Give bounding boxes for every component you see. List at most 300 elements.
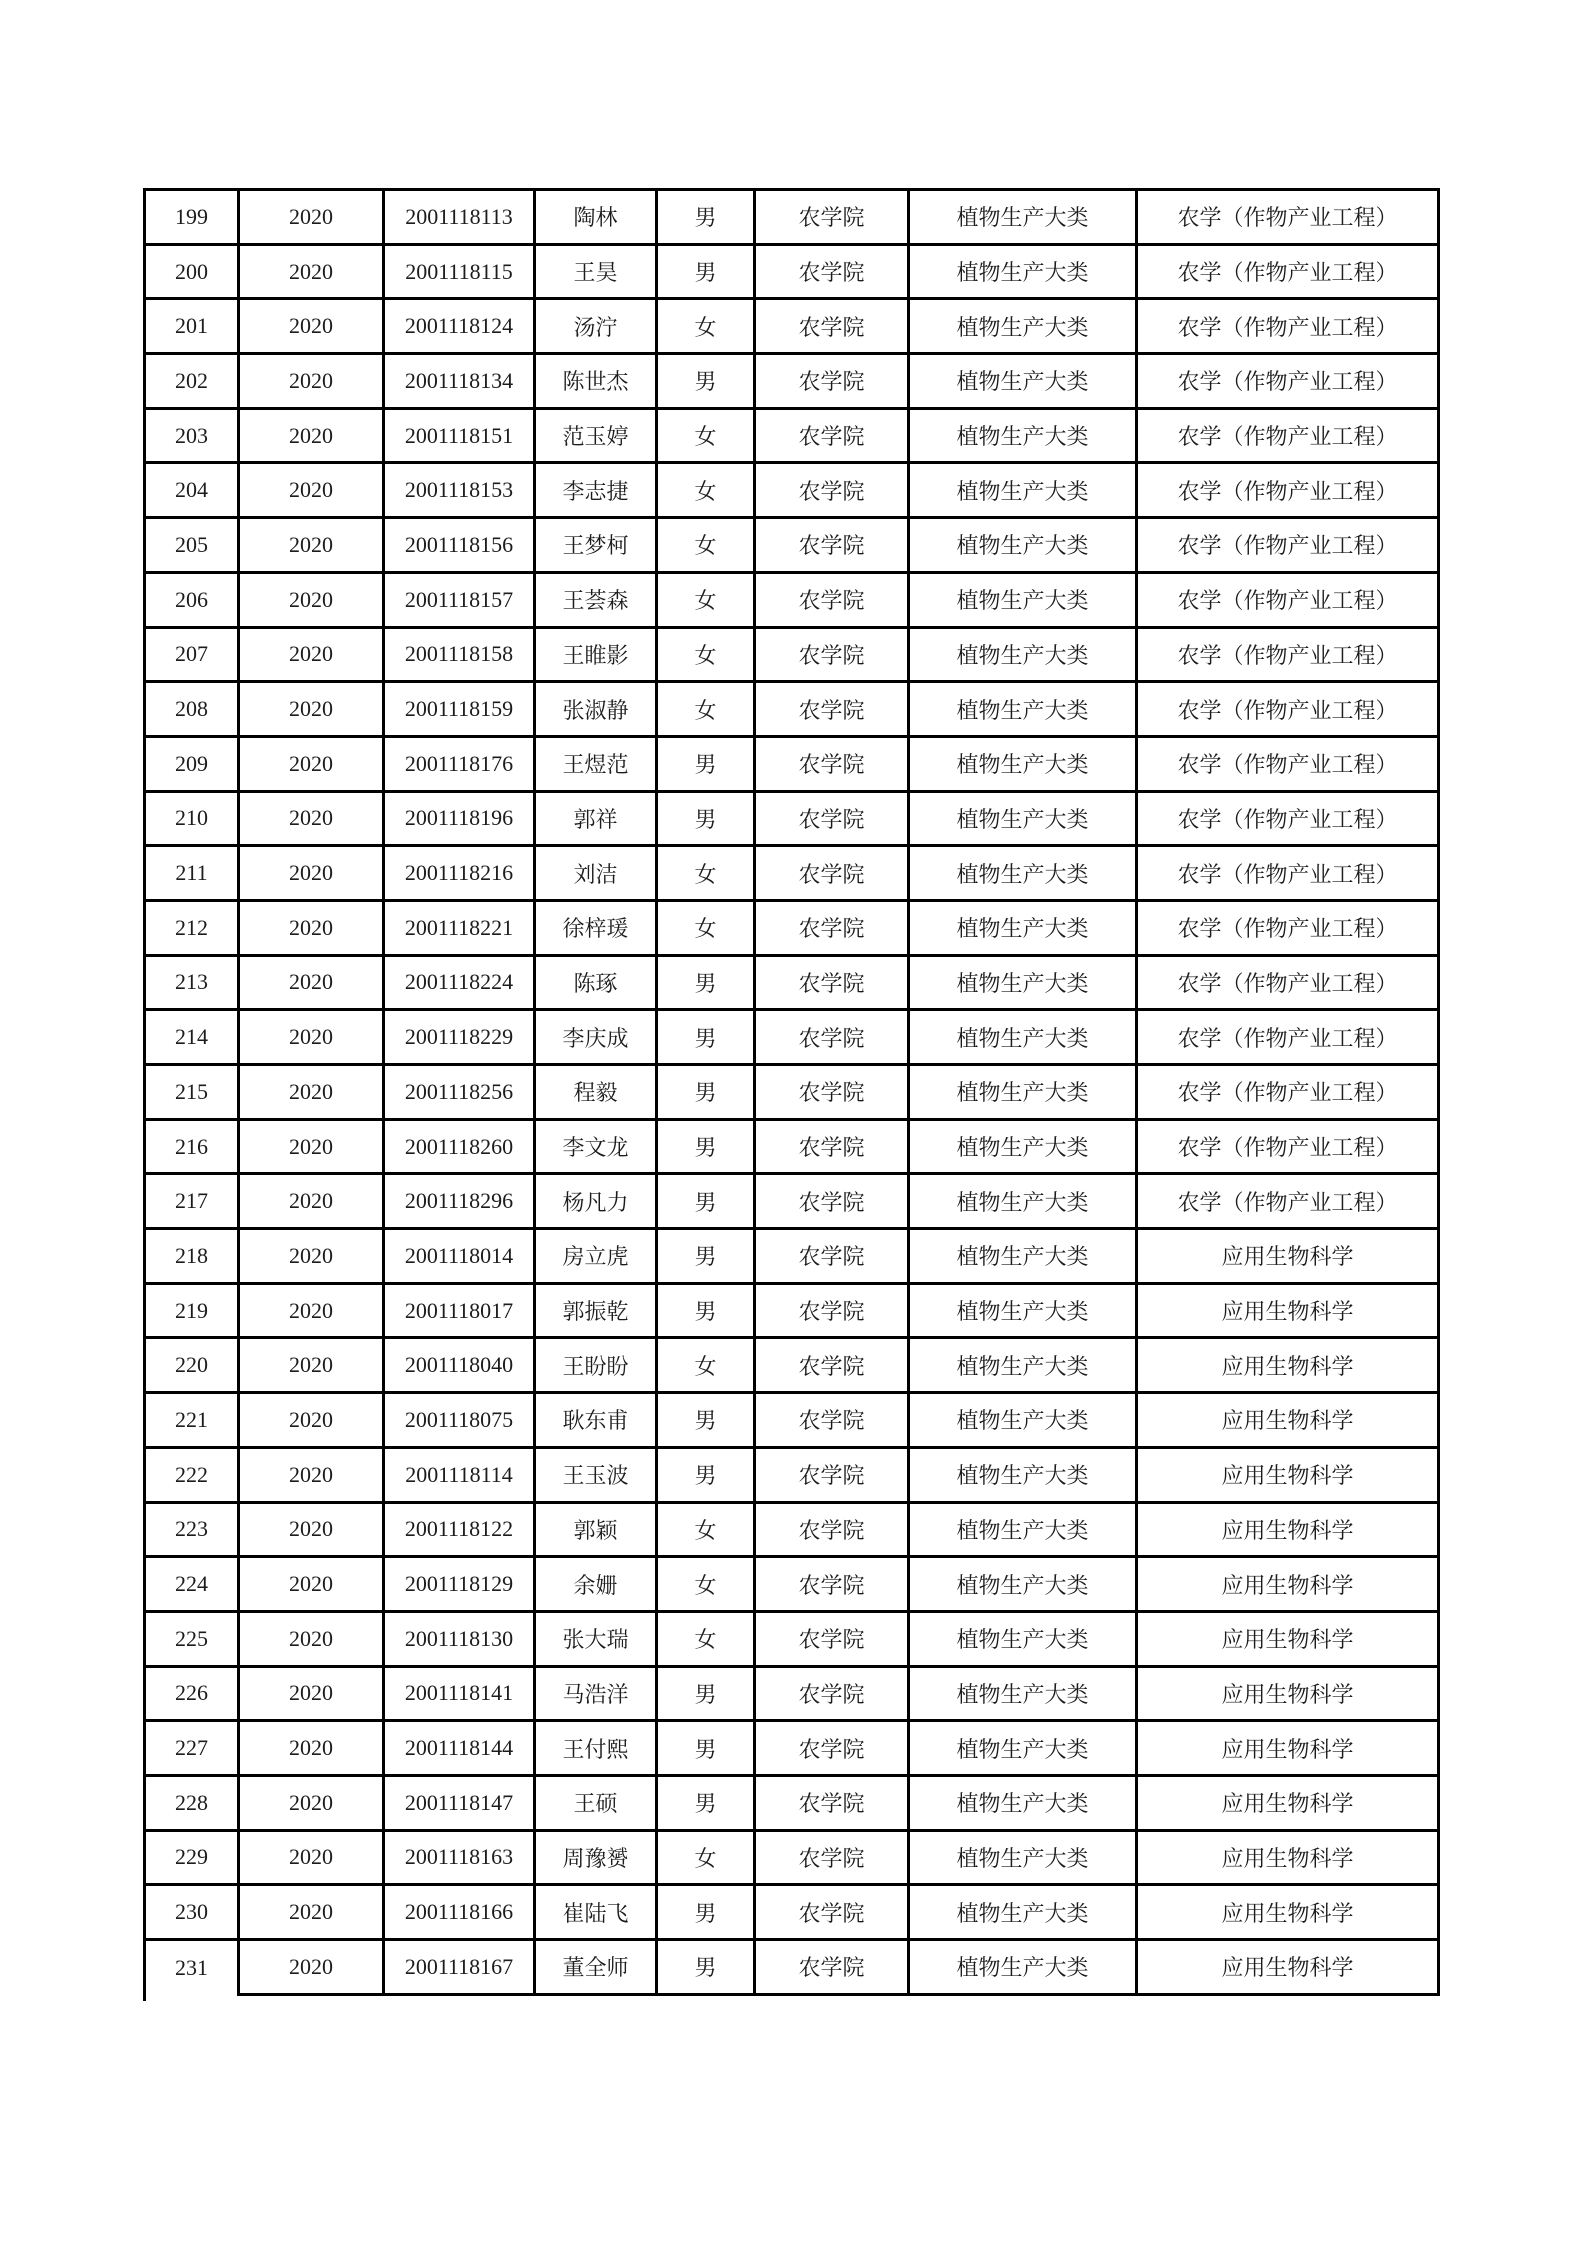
cell-student-id: 2001118122: [384, 1502, 535, 1557]
cell-name: 郭祥: [535, 791, 657, 846]
cell-student-id: 2001118176: [384, 736, 535, 791]
table-row: [145, 900, 1439, 955]
cell-name: 李文龙: [535, 1119, 657, 1174]
cell-year: 2020: [239, 1502, 384, 1557]
cell-student-id: 2001118147: [384, 1775, 535, 1830]
table-row: [145, 1283, 1439, 1338]
cell-year: 2020: [239, 518, 384, 573]
cell-year: 2020: [239, 900, 384, 955]
cell-major: 农学（作物产业工程）: [1137, 791, 1439, 846]
cell-index: 215: [145, 1065, 239, 1120]
cell-category: 植物生产大类: [909, 1885, 1137, 1940]
cell-gender: 男: [657, 1447, 755, 1502]
cell-index: 220: [145, 1338, 239, 1393]
cell-student-id: 2001118260: [384, 1119, 535, 1174]
cell-major: 农学（作物产业工程）: [1137, 354, 1439, 409]
table-row: [145, 299, 1439, 354]
cell-student-id: 2001118151: [384, 408, 535, 463]
cell-major: 应用生物科学: [1137, 1557, 1439, 1612]
cell-student-id: 2001118075: [384, 1393, 535, 1448]
table-row: [145, 1393, 1439, 1448]
cell-index: 219: [145, 1283, 239, 1338]
cell-year: 2020: [239, 299, 384, 354]
cell-name: 周豫赟: [535, 1830, 657, 1885]
cell-index: 203: [145, 408, 239, 463]
cell-index: 218: [145, 1229, 239, 1284]
table-row: [145, 1338, 1439, 1393]
cell-name: 王付熙: [535, 1721, 657, 1776]
cell-college: 农学院: [755, 1611, 909, 1666]
cell-gender: 女: [657, 1502, 755, 1557]
cell-name: 张大瑞: [535, 1611, 657, 1666]
cell-gender: 女: [657, 408, 755, 463]
cell-index: 222: [145, 1447, 239, 1502]
cell-index: 206: [145, 572, 239, 627]
cell-year: 2020: [239, 1666, 384, 1721]
cell-college: 农学院: [755, 1885, 909, 1940]
cell-name: 程毅: [535, 1065, 657, 1120]
cell-year: 2020: [239, 1393, 384, 1448]
cell-student-id: 2001118141: [384, 1666, 535, 1721]
cell-category: 植物生产大类: [909, 682, 1137, 737]
cell-college: 农学院: [755, 1174, 909, 1229]
cell-major: 应用生物科学: [1137, 1338, 1439, 1393]
cell-category: 植物生产大类: [909, 244, 1137, 299]
table-row: [145, 1229, 1439, 1284]
table-row: [145, 1502, 1439, 1557]
cell-gender: 女: [657, 900, 755, 955]
cell-gender: 男: [657, 354, 755, 409]
cell-college: 农学院: [755, 299, 909, 354]
cell-student-id: 2001118166: [384, 1885, 535, 1940]
cell-category: 植物生产大类: [909, 1065, 1137, 1120]
cell-index: 231: [145, 1940, 239, 1995]
cell-name: 李庆成: [535, 1010, 657, 1065]
cell-gender: 男: [657, 1010, 755, 1065]
cell-index: 223: [145, 1502, 239, 1557]
cell-college: 农学院: [755, 1940, 909, 1995]
cell-index: 199: [145, 190, 239, 245]
cell-college: 农学院: [755, 846, 909, 901]
cell-college: 农学院: [755, 736, 909, 791]
cell-college: 农学院: [755, 1447, 909, 1502]
cell-major: 应用生物科学: [1137, 1283, 1439, 1338]
cell-category: 植物生产大类: [909, 1338, 1137, 1393]
table-row: [145, 244, 1439, 299]
cell-college: 农学院: [755, 1775, 909, 1830]
cell-major: 农学（作物产业工程）: [1137, 900, 1439, 955]
cell-student-id: 2001118124: [384, 299, 535, 354]
cell-gender: 女: [657, 518, 755, 573]
cell-category: 植物生产大类: [909, 791, 1137, 846]
cell-student-id: 2001118130: [384, 1611, 535, 1666]
cell-index: 200: [145, 244, 239, 299]
cell-college: 农学院: [755, 190, 909, 245]
cell-index: 201: [145, 299, 239, 354]
table-row: [145, 791, 1439, 846]
cell-student-id: 2001118014: [384, 1229, 535, 1284]
cell-student-id: 2001118129: [384, 1557, 535, 1612]
cell-major: 农学（作物产业工程）: [1137, 955, 1439, 1010]
cell-year: 2020: [239, 1611, 384, 1666]
cell-name: 马浩洋: [535, 1666, 657, 1721]
cell-name: 余姗: [535, 1557, 657, 1612]
cell-name: 王荟森: [535, 572, 657, 627]
table-row: [145, 1557, 1439, 1612]
table-row: [145, 627, 1439, 682]
cell-major: 农学（作物产业工程）: [1137, 572, 1439, 627]
cell-student-id: 2001118167: [384, 1940, 535, 1995]
cell-college: 农学院: [755, 354, 909, 409]
cell-year: 2020: [239, 1721, 384, 1776]
cell-college: 农学院: [755, 572, 909, 627]
cell-name: 郭颖: [535, 1502, 657, 1557]
cell-name: 王煜范: [535, 736, 657, 791]
cell-name: 范玉婷: [535, 408, 657, 463]
cell-college: 农学院: [755, 1229, 909, 1284]
cell-index: 217: [145, 1174, 239, 1229]
cell-college: 农学院: [755, 1830, 909, 1885]
cell-major: 农学（作物产业工程）: [1137, 190, 1439, 245]
cell-major: 应用生物科学: [1137, 1721, 1439, 1776]
table-row: [145, 1666, 1439, 1721]
cell-student-id: 2001118153: [384, 463, 535, 518]
table-row: [145, 1447, 1439, 1502]
cell-category: 植物生产大类: [909, 190, 1137, 245]
cell-student-id: 2001118196: [384, 791, 535, 846]
cell-student-id: 2001118113: [384, 190, 535, 245]
cell-index: 230: [145, 1885, 239, 1940]
table-row: [145, 1611, 1439, 1666]
cell-year: 2020: [239, 1229, 384, 1284]
cell-category: 植物生产大类: [909, 572, 1137, 627]
cell-index: 212: [145, 900, 239, 955]
cell-student-id: 2001118221: [384, 900, 535, 955]
cell-gender: 男: [657, 1666, 755, 1721]
cell-category: 植物生产大类: [909, 1119, 1137, 1174]
cell-college: 农学院: [755, 463, 909, 518]
cell-gender: 男: [657, 1393, 755, 1448]
cell-major: 农学（作物产业工程）: [1137, 1119, 1439, 1174]
cell-gender: 男: [657, 1065, 755, 1120]
cell-gender: 男: [657, 190, 755, 245]
table-row: [145, 1775, 1439, 1830]
cell-year: 2020: [239, 1010, 384, 1065]
cell-year: 2020: [239, 1283, 384, 1338]
cell-gender: 男: [657, 1721, 755, 1776]
cell-major: 农学（作物产业工程）: [1137, 1010, 1439, 1065]
cell-major: 应用生物科学: [1137, 1447, 1439, 1502]
cell-category: 植物生产大类: [909, 1174, 1137, 1229]
table-row: [145, 1119, 1439, 1174]
cell-category: 植物生产大类: [909, 1283, 1137, 1338]
cell-name: 耿东甫: [535, 1393, 657, 1448]
cell-index: 204: [145, 463, 239, 518]
cell-category: 植物生产大类: [909, 955, 1137, 1010]
cell-name: 陶林: [535, 190, 657, 245]
table-row: [145, 736, 1439, 791]
cell-index: 210: [145, 791, 239, 846]
cell-student-id: 2001118296: [384, 1174, 535, 1229]
cell-gender: 男: [657, 1775, 755, 1830]
cell-gender: 女: [657, 682, 755, 737]
cell-category: 植物生产大类: [909, 1557, 1137, 1612]
cell-index: 216: [145, 1119, 239, 1174]
cell-major: 应用生物科学: [1137, 1830, 1439, 1885]
cell-year: 2020: [239, 627, 384, 682]
cell-gender: 女: [657, 627, 755, 682]
table-row: [145, 190, 1439, 245]
cell-year: 2020: [239, 846, 384, 901]
table-row: [145, 1940, 1439, 1995]
cell-category: 植物生产大类: [909, 299, 1137, 354]
cell-gender: 男: [657, 1283, 755, 1338]
cell-year: 2020: [239, 791, 384, 846]
cell-index: 208: [145, 682, 239, 737]
cell-year: 2020: [239, 1065, 384, 1120]
cell-gender: 女: [657, 1557, 755, 1612]
cell-major: 应用生物科学: [1137, 1885, 1439, 1940]
cell-name: 王盼盼: [535, 1338, 657, 1393]
cell-name: 汤泞: [535, 299, 657, 354]
cell-college: 农学院: [755, 1666, 909, 1721]
cell-category: 植物生产大类: [909, 1010, 1137, 1065]
cell-index: 224: [145, 1557, 239, 1612]
table-row: [145, 463, 1439, 518]
cell-student-id: 2001118144: [384, 1721, 535, 1776]
cell-major: 农学（作物产业工程）: [1137, 1174, 1439, 1229]
cell-name: 陈琢: [535, 955, 657, 1010]
cell-year: 2020: [239, 682, 384, 737]
cell-category: 植物生产大类: [909, 463, 1137, 518]
cell-index: 207: [145, 627, 239, 682]
cell-name: 刘洁: [535, 846, 657, 901]
cell-gender: 女: [657, 1611, 755, 1666]
student-roster-table: [143, 188, 1440, 1996]
cell-major: 应用生物科学: [1137, 1775, 1439, 1830]
cell-name: 王玉波: [535, 1447, 657, 1502]
cell-college: 农学院: [755, 955, 909, 1010]
cell-category: 植物生产大类: [909, 1447, 1137, 1502]
cell-college: 农学院: [755, 791, 909, 846]
cell-name: 郭振乾: [535, 1283, 657, 1338]
cell-college: 农学院: [755, 408, 909, 463]
page-break-border-artifact: [143, 1988, 146, 2001]
cell-year: 2020: [239, 1775, 384, 1830]
cell-index: 229: [145, 1830, 239, 1885]
cell-student-id: 2001118158: [384, 627, 535, 682]
cell-name: 王睢影: [535, 627, 657, 682]
table-row: [145, 1065, 1439, 1120]
cell-college: 农学院: [755, 900, 909, 955]
cell-index: 221: [145, 1393, 239, 1448]
cell-gender: 女: [657, 1338, 755, 1393]
table-row: [145, 408, 1439, 463]
cell-gender: 男: [657, 791, 755, 846]
cell-index: 214: [145, 1010, 239, 1065]
cell-year: 2020: [239, 1830, 384, 1885]
cell-student-id: 2001118134: [384, 354, 535, 409]
table-row: [145, 518, 1439, 573]
cell-category: 植物生产大类: [909, 1940, 1137, 1995]
cell-category: 植物生产大类: [909, 1393, 1137, 1448]
cell-college: 农学院: [755, 1119, 909, 1174]
cell-gender: 女: [657, 1830, 755, 1885]
cell-major: 农学（作物产业工程）: [1137, 627, 1439, 682]
cell-student-id: 2001118163: [384, 1830, 535, 1885]
cell-college: 农学院: [755, 1502, 909, 1557]
cell-year: 2020: [239, 1557, 384, 1612]
cell-gender: 男: [657, 736, 755, 791]
cell-student-id: 2001118115: [384, 244, 535, 299]
cell-student-id: 2001118224: [384, 955, 535, 1010]
cell-year: 2020: [239, 1447, 384, 1502]
cell-category: 植物生产大类: [909, 1830, 1137, 1885]
cell-category: 植物生产大类: [909, 1775, 1137, 1830]
table-row: [145, 682, 1439, 737]
cell-index: 205: [145, 518, 239, 573]
cell-major: 应用生物科学: [1137, 1502, 1439, 1557]
cell-year: 2020: [239, 354, 384, 409]
cell-name: 崔陆飞: [535, 1885, 657, 1940]
cell-category: 植物生产大类: [909, 1666, 1137, 1721]
cell-college: 农学院: [755, 518, 909, 573]
cell-category: 植物生产大类: [909, 518, 1137, 573]
cell-major: 农学（作物产业工程）: [1137, 408, 1439, 463]
cell-gender: 男: [657, 1885, 755, 1940]
cell-major: 应用生物科学: [1137, 1666, 1439, 1721]
cell-college: 农学院: [755, 1393, 909, 1448]
cell-year: 2020: [239, 1119, 384, 1174]
cell-student-id: 2001118159: [384, 682, 535, 737]
cell-major: 农学（作物产业工程）: [1137, 682, 1439, 737]
cell-college: 农学院: [755, 1065, 909, 1120]
cell-major: 农学（作物产业工程）: [1137, 1065, 1439, 1120]
cell-student-id: 2001118156: [384, 518, 535, 573]
cell-gender: 男: [657, 955, 755, 1010]
cell-gender: 女: [657, 572, 755, 627]
cell-index: 209: [145, 736, 239, 791]
cell-college: 农学院: [755, 1338, 909, 1393]
cell-year: 2020: [239, 408, 384, 463]
cell-name: 王梦柯: [535, 518, 657, 573]
cell-name: 房立虎: [535, 1229, 657, 1284]
cell-name: 杨凡力: [535, 1174, 657, 1229]
cell-year: 2020: [239, 244, 384, 299]
cell-student-id: 2001118229: [384, 1010, 535, 1065]
cell-name: 陈世杰: [535, 354, 657, 409]
cell-major: 农学（作物产业工程）: [1137, 518, 1439, 573]
cell-major: 应用生物科学: [1137, 1940, 1439, 1995]
cell-index: 227: [145, 1721, 239, 1776]
cell-student-id: 2001118114: [384, 1447, 535, 1502]
cell-major: 农学（作物产业工程）: [1137, 736, 1439, 791]
table-row: [145, 955, 1439, 1010]
cell-college: 农学院: [755, 682, 909, 737]
cell-major: 农学（作物产业工程）: [1137, 244, 1439, 299]
cell-year: 2020: [239, 1174, 384, 1229]
cell-category: 植物生产大类: [909, 900, 1137, 955]
cell-year: 2020: [239, 463, 384, 518]
cell-college: 农学院: [755, 627, 909, 682]
cell-major: 应用生物科学: [1137, 1611, 1439, 1666]
cell-student-id: 2001118157: [384, 572, 535, 627]
table-row: [145, 846, 1439, 901]
cell-student-id: 2001118216: [384, 846, 535, 901]
cell-gender: 女: [657, 846, 755, 901]
cell-name: 王硕: [535, 1775, 657, 1830]
cell-gender: 男: [657, 1229, 755, 1284]
cell-index: 228: [145, 1775, 239, 1830]
cell-student-id: 2001118040: [384, 1338, 535, 1393]
table-row: [145, 1721, 1439, 1776]
cell-year: 2020: [239, 572, 384, 627]
cell-year: 2020: [239, 1885, 384, 1940]
cell-college: 农学院: [755, 1010, 909, 1065]
table-row: [145, 1830, 1439, 1885]
cell-index: 211: [145, 846, 239, 901]
cell-college: 农学院: [755, 244, 909, 299]
cell-name: 徐梓瑗: [535, 900, 657, 955]
cell-index: 202: [145, 354, 239, 409]
cell-major: 农学（作物产业工程）: [1137, 846, 1439, 901]
cell-name: 王昊: [535, 244, 657, 299]
cell-name: 李志捷: [535, 463, 657, 518]
table-row: [145, 1174, 1439, 1229]
table-row: [145, 1885, 1439, 1940]
cell-gender: 男: [657, 244, 755, 299]
cell-college: 农学院: [755, 1283, 909, 1338]
cell-college: 农学院: [755, 1721, 909, 1776]
cell-year: 2020: [239, 190, 384, 245]
cell-college: 农学院: [755, 1557, 909, 1612]
cell-year: 2020: [239, 736, 384, 791]
cell-year: 2020: [239, 1940, 384, 1995]
cell-index: 226: [145, 1666, 239, 1721]
cell-name: 董全师: [535, 1940, 657, 1995]
cell-gender: 女: [657, 463, 755, 518]
cell-category: 植物生产大类: [909, 1229, 1137, 1284]
cell-category: 植物生产大类: [909, 1611, 1137, 1666]
cell-student-id: 2001118017: [384, 1283, 535, 1338]
cell-year: 2020: [239, 955, 384, 1010]
cell-category: 植物生产大类: [909, 408, 1137, 463]
table-row: [145, 354, 1439, 409]
cell-name: 张淑静: [535, 682, 657, 737]
cell-category: 植物生产大类: [909, 1721, 1137, 1776]
cell-student-id: 2001118256: [384, 1065, 535, 1120]
cell-gender: 男: [657, 1119, 755, 1174]
cell-gender: 男: [657, 1940, 755, 1995]
cell-major: 农学（作物产业工程）: [1137, 299, 1439, 354]
cell-category: 植物生产大类: [909, 1502, 1137, 1557]
cell-major: 应用生物科学: [1137, 1393, 1439, 1448]
cell-category: 植物生产大类: [909, 354, 1137, 409]
cell-major: 农学（作物产业工程）: [1137, 463, 1439, 518]
table-row: [145, 1010, 1439, 1065]
cell-index: 225: [145, 1611, 239, 1666]
cell-category: 植物生产大类: [909, 736, 1137, 791]
roster-table-body: [145, 190, 1439, 1995]
cell-index: 213: [145, 955, 239, 1010]
cell-gender: 男: [657, 1174, 755, 1229]
cell-category: 植物生产大类: [909, 627, 1137, 682]
cell-gender: 女: [657, 299, 755, 354]
cell-year: 2020: [239, 1338, 384, 1393]
cell-category: 植物生产大类: [909, 846, 1137, 901]
table-row: [145, 572, 1439, 627]
cell-major: 应用生物科学: [1137, 1229, 1439, 1284]
